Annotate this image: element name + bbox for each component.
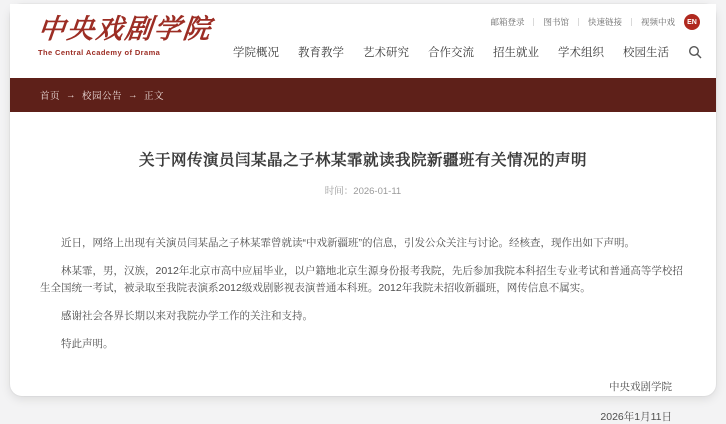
article-time: 时间：2026-01-11 — [324, 186, 402, 197]
article-body — [40, 235, 686, 353]
logo-english-subtitle: The Central Academy of Drama — [38, 47, 161, 57]
utility-link-video[interactable]: 视频中戏 — [640, 17, 675, 27]
divider — [631, 18, 632, 26]
breadcrumb-separator: → — [128, 89, 139, 101]
main-nav — [233, 44, 702, 60]
article-paragraph: 特此声明。 — [61, 338, 114, 350]
breadcrumb-current: 正文 — [144, 91, 165, 102]
signature-block — [40, 379, 686, 424]
utility-link-library[interactable]: 图书馆 — [543, 17, 569, 27]
article-paragraph: 感谢社会各界长期以来对我院办学工作的关注和支持。 — [61, 310, 313, 322]
divider — [578, 18, 579, 26]
article-title: 关于网传演员闫某晶之子林某霏就读我院新疆班有关情况的声明 — [138, 152, 587, 169]
divider — [533, 18, 534, 26]
logo-chinese-text: 中央戏剧学院 — [36, 14, 214, 45]
nav-item-admissions[interactable]: 招生就业 — [493, 47, 539, 59]
nav-item-art-research[interactable]: 艺术研究 — [363, 47, 409, 59]
utility-link-quick-links[interactable]: 快速链接 — [587, 17, 622, 27]
nav-item-education[interactable]: 教育教学 — [298, 47, 344, 59]
signature-date: 2026年1月11日 — [600, 411, 672, 423]
breadcrumb — [10, 78, 716, 112]
nav-item-campus-life[interactable]: 校园生活 — [623, 47, 669, 59]
nav-item-cooperation[interactable]: 合作交流 — [428, 47, 474, 59]
article — [10, 112, 716, 424]
breadcrumb-campus-notice[interactable]: 校园公告 — [82, 91, 123, 102]
article-paragraph: 林某霏，男，汉族，2012年北京市高中应届毕业，以户籍地北京生源身份报考我院，先后参加我院本科招生专业考试和普通高等学校招生全国统一考试，被录取至我院表演系2012级戏剧影视表演普通本科班。2012年我院未招收新疆班，网传信息不属实。 — [40, 265, 683, 294]
site-header — [10, 4, 716, 78]
breadcrumb-home[interactable]: 首页 — [40, 91, 61, 102]
breadcrumb-separator: → — [66, 89, 77, 101]
utility-nav — [490, 14, 700, 30]
site-logo[interactable] — [38, 15, 212, 57]
signature-name: 中央戏剧学院 — [609, 381, 672, 393]
article-paragraph: 近日，网络上出现有关演员闫某晶之子林某霏曾就读“中戏新疆班”的信息，引发公众关注与讨论。经核查，现作出如下声明。 — [61, 237, 635, 249]
language-en-badge[interactable]: EN — [684, 14, 700, 30]
utility-link-mail-login[interactable]: 邮箱登录 — [490, 17, 525, 27]
nav-item-overview[interactable]: 学院概况 — [233, 47, 279, 59]
search-icon[interactable] — [688, 45, 702, 59]
page-card — [10, 4, 716, 423]
nav-item-academic-orgs[interactable]: 学术组织 — [558, 47, 604, 59]
